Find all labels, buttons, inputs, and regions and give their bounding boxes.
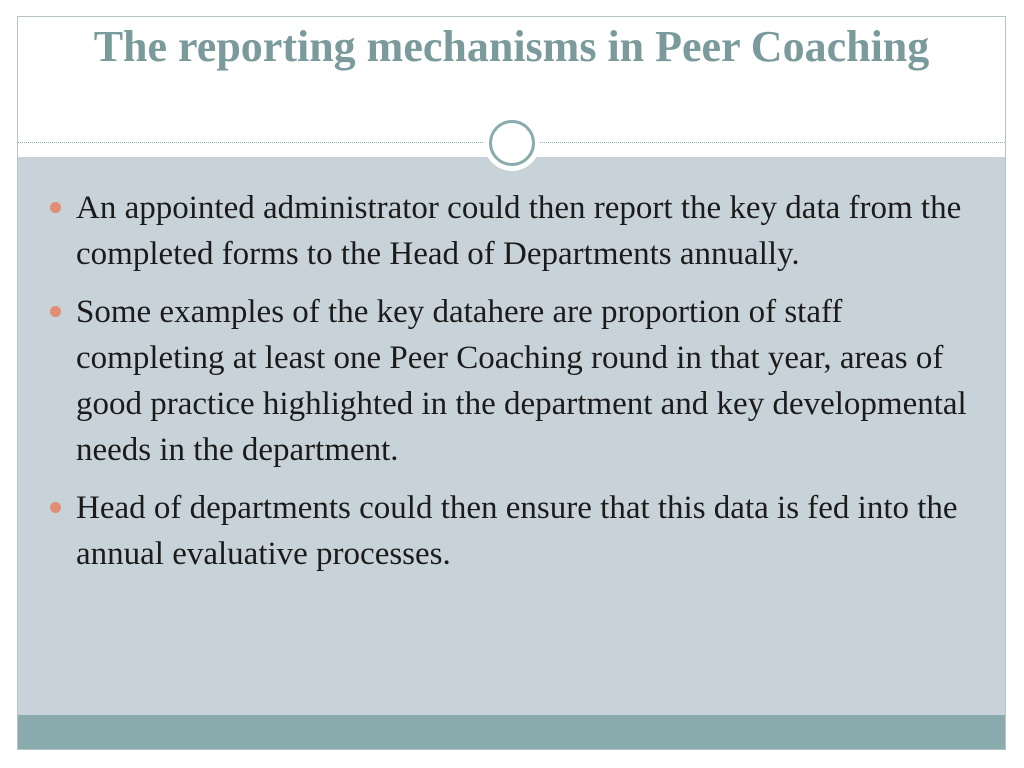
bullet-dot-icon	[50, 502, 61, 513]
bullet-dot-icon	[50, 202, 61, 213]
bullet-dot-icon	[50, 306, 61, 317]
bullet-item	[50, 485, 970, 577]
bullet-text: An appointed administrator could then report the key data from the completed forms to the Head of Departments annually.	[76, 190, 962, 272]
bullet-list	[50, 185, 970, 589]
ornament-ring	[489, 120, 535, 166]
slide-title: The reporting mechanisms in Peer Coaching	[93, 22, 930, 71]
circle-ring-icon	[484, 115, 540, 171]
slide	[17, 16, 1006, 750]
content-area	[18, 157, 1005, 715]
bullet-text: Head of departments could then ensure that this data is fed into the annual evaluative processes.	[76, 490, 958, 572]
bullet-item	[50, 289, 970, 473]
bullet-text: Some examples of the key datahere are proportion of staff completing at least one Peer Coaching round in that year, areas of good practice highlighted in the department and key developmental needs in the department.	[76, 294, 967, 468]
bullet-item	[50, 185, 970, 277]
footer-bar	[18, 715, 1005, 749]
